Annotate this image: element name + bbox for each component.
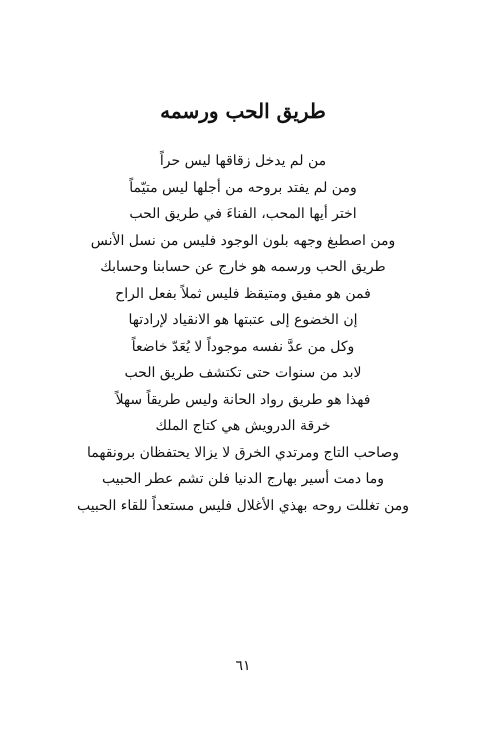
poem-line: ومن اصطبغ وجهه بلون الوجود فليس من نسل الأنس — [90, 232, 396, 249]
poem-line: وما دمت أسير بهارج الدنيا فلن تشم عطر الحبيب — [101, 471, 385, 487]
poem-line: ومن لم يفتد بروحه من أجلها ليس متيّماً — [129, 179, 357, 196]
poem-line: من لم يدخل زقاقها ليس حراً — [159, 153, 327, 169]
poem-line: اختر أيها المحب، الفناءَ في طريق الحب — [129, 206, 357, 222]
page-number: ٦١ — [235, 658, 251, 674]
poem-line: لابد من سنوات حتى تكتشف طريق الحب — [124, 365, 362, 381]
poem-line: وصاحب التاج ومرتدي الخرق لا يزالا يحتفظان برونقهما — [86, 444, 400, 461]
poem-line: خرقة الدرويش هي كتاج الملك — [155, 418, 331, 434]
poem-line: وكل من عدَّ نفسه موجوداً لا يُعَدّ خاضعاً — [131, 338, 355, 355]
poem-line: فهذا هو طريق رواد الحانة وليس طريقاً سهلاً — [115, 391, 371, 408]
poem-title: طريق الحب ورسمه — [160, 99, 326, 123]
poem-line: طريق الحب ورسمه هو خارج عن حسابنا وحسابك — [100, 259, 386, 275]
poem-line: إن الخضوع إلى عتبتها هو الانقياد لإرادتها — [128, 312, 358, 328]
poem-body — [50, 148, 436, 519]
poem-line: فمن هو مفيق ومتيقظ فليس ثملاً بفعل الراح — [115, 285, 371, 302]
poem-line: ومن تغللت روحه بهذي الأغلال فليس مستعداً للقاء الحبيب — [76, 497, 410, 514]
